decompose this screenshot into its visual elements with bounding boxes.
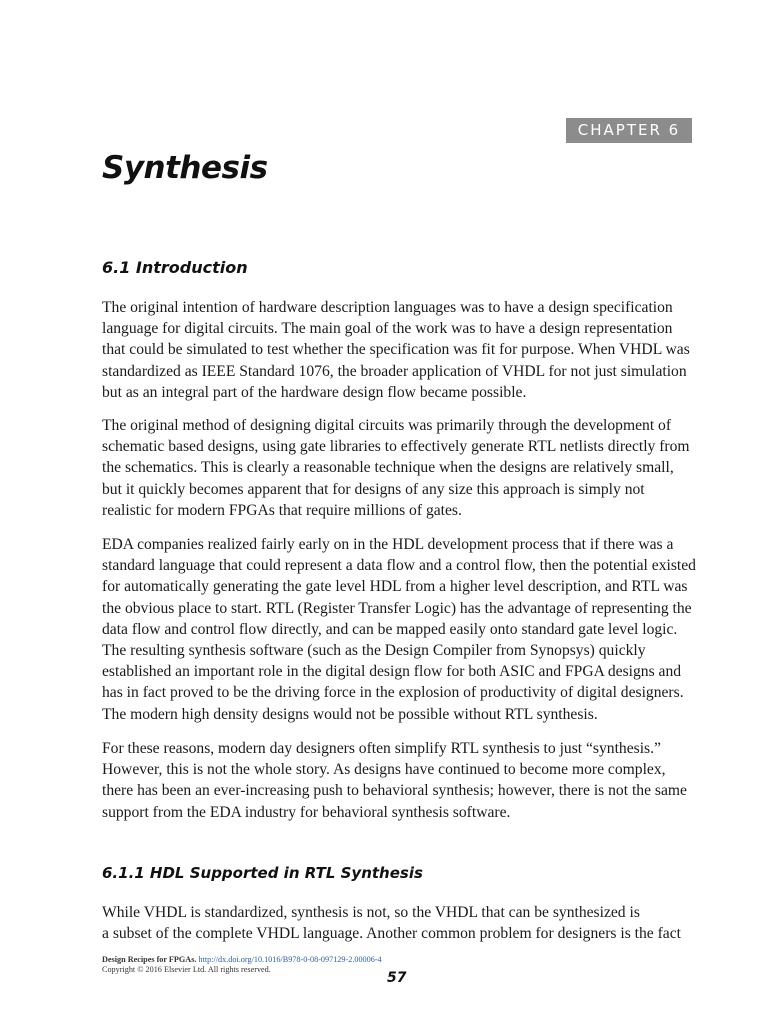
paragraph-line: standardized as IEEE Standard 1076, the broader application of VHDL for not just simulation [102, 362, 687, 380]
paragraph-line: However, this is not the whole story. As designs have continued to become more complex, [102, 761, 666, 779]
paragraph-line: the obvious place to start. RTL (Register Transfer Logic) has the advantage of representing the [102, 599, 692, 617]
paragraph-line: established an important role in the digital design flow for both ASIC and FPGA designs and [102, 663, 682, 681]
page-footer [102, 955, 382, 975]
paragraph-5 [102, 902, 694, 944]
chapter-title: Synthesis [102, 150, 268, 186]
paragraph-line: The original intention of hardware description languages was to have a design specification [102, 299, 673, 316]
paragraph-line: For these reasons, modern day designers often simplify RTL synthesis to just “synthesis.” [102, 740, 661, 757]
page-number: 57 [387, 970, 407, 986]
paragraph-line: there has been an ever-increasing push to behavioral synthesis; however, there is not the same [102, 782, 687, 800]
paragraph-line: The original method of designing digital circuits was primarily through the development of [102, 417, 672, 434]
paragraph-line: data flow and control flow directly, and can be mapped easily onto standard gate level logic. [102, 620, 678, 638]
section-heading-introduction: 6.1 Introduction [102, 258, 248, 277]
paragraph-line: standard language that could represent a data flow and a control flow, then the potential existed [102, 557, 696, 575]
paragraph-3 [102, 534, 694, 725]
paragraph-line: a subset of the complete VHDL language. Another common problem for designers is the fact [102, 925, 681, 943]
copyright-notice: Copyright © 2016 Elsevier Ltd. All rights reserved. [102, 965, 271, 974]
paragraph-4 [102, 738, 694, 823]
paragraph-line: support from the EDA industry for behavioral synthesis software. [102, 803, 511, 821]
doi-link[interactable]: http://dx.doi.org/10.1016/B978-0-08-097129-2.00006-4 [198, 955, 382, 964]
paragraph-line: The resulting synthesis software (such as the Design Compiler from Synopsys) quickly [102, 642, 646, 660]
paragraph-line: language for digital circuits. The main goal of the work was to have a design representation [102, 320, 673, 338]
paragraph-line: While VHDL is standardized, synthesis is not, so the VHDL that can be synthesized is [102, 904, 640, 921]
paragraph-line: the schematics. This is clearly a reasonable technique when the designs are relatively small, [102, 459, 674, 477]
chapter-label: CHAPTER 6 [566, 118, 692, 143]
paragraph-line: for automatically generating the gate level HDL from a higher level description, and RTL was [102, 578, 688, 596]
paragraph-line: but as an integral part of the hardware design flow became possible. [102, 383, 527, 401]
paragraph-line: schematic based designs, using gate libraries to effectively generate RTL netlists directly from [102, 438, 690, 456]
paragraph-line: realistic for modern FPGAs that require millions of gates. [102, 501, 462, 519]
paragraph-1 [102, 297, 694, 403]
paragraph-line: that could be simulated to test whether the specification was fit for purpose. When VHDL was [102, 341, 690, 359]
book-title: Design Recipes for FPGAs. [102, 955, 197, 964]
paragraph-2 [102, 415, 694, 521]
paragraph-line: EDA companies realized fairly early on in the HDL development process that if there was a [102, 536, 674, 553]
paragraph-line: but it quickly becomes apparent that for designs of any size this approach is simply not [102, 480, 645, 498]
paragraph-line: The modern high density designs would not be possible without RTL synthesis. [102, 705, 598, 723]
paragraph-line: has in fact proved to be the driving force in the explosion of productivity of digital designers. [102, 684, 684, 702]
section-heading-hdl-supported: 6.1.1 HDL Supported in RTL Synthesis [102, 864, 423, 882]
